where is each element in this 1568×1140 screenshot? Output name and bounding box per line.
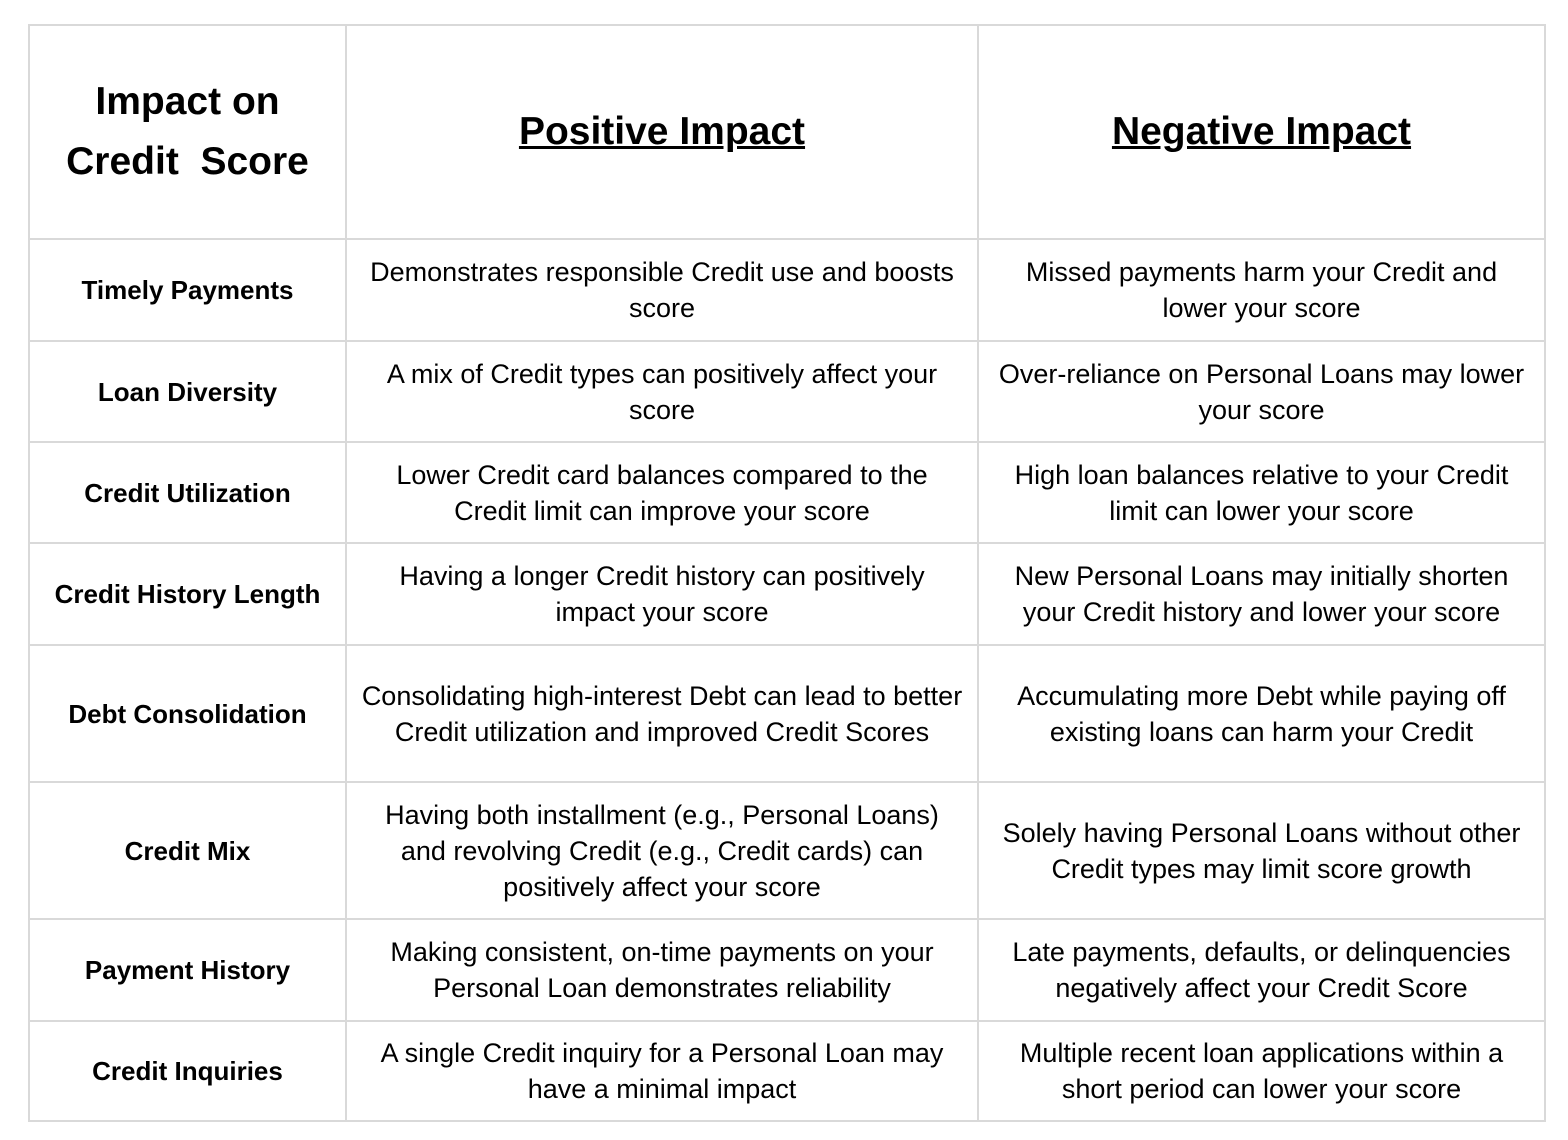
table-row <box>29 645 1545 782</box>
header-impact-line-2: Credit Score <box>66 140 309 183</box>
table-row <box>29 782 1545 919</box>
header-impact-on-credit-score <box>29 25 346 239</box>
factor-cell: Credit Mix <box>29 782 346 919</box>
factor-cell: Debt Consolidation <box>29 645 346 782</box>
factor-cell: Credit History Length <box>29 543 346 645</box>
table-row <box>29 543 1545 645</box>
table-row <box>29 1021 1545 1121</box>
positive-cell: Having a longer Credit history can positively impact your score <box>346 543 978 645</box>
table-row <box>29 341 1545 442</box>
factor-cell: Credit Inquiries <box>29 1021 346 1121</box>
positive-cell: Demonstrates responsible Credit use and boosts score <box>346 239 978 341</box>
credit-impact-table <box>28 24 1546 1122</box>
table-header-row <box>29 25 1545 239</box>
negative-cell: Multiple recent loan applications within a short period can lower your score <box>978 1021 1545 1121</box>
positive-cell: Lower Credit card balances compared to the Credit limit can improve your score <box>346 442 978 543</box>
factor-cell: Credit Utilization <box>29 442 346 543</box>
positive-cell: A single Credit inquiry for a Personal Loan may have a minimal impact <box>346 1021 978 1121</box>
header-impact-line-1: Impact on <box>95 80 280 123</box>
header-negative-impact: Negative Impact <box>978 25 1545 239</box>
negative-cell: Solely having Personal Loans without other Credit types may limit score growth <box>978 782 1545 919</box>
positive-cell: Having both installment (e.g., Personal Loans) and revolving Credit (e.g., Credit cards) can positively affect your score <box>346 782 978 919</box>
negative-cell: Missed payments harm your Credit and lower your score <box>978 239 1545 341</box>
factor-cell: Loan Diversity <box>29 341 346 442</box>
table-row <box>29 239 1545 341</box>
negative-cell: Accumulating more Debt while paying off existing loans can harm your Credit <box>978 645 1545 782</box>
factor-cell: Timely Payments <box>29 239 346 341</box>
factor-cell: Payment History <box>29 919 346 1021</box>
table-row <box>29 919 1545 1021</box>
positive-cell: Making consistent, on-time payments on your Personal Loan demonstrates reliability <box>346 919 978 1021</box>
negative-cell: High loan balances relative to your Credit limit can lower your score <box>978 442 1545 543</box>
positive-cell: Consolidating high-interest Debt can lead to better Credit utilization and improved Credit Scores <box>346 645 978 782</box>
negative-cell: Late payments, defaults, or delinquencies negatively affect your Credit Score <box>978 919 1545 1021</box>
table-row <box>29 442 1545 543</box>
negative-cell: New Personal Loans may initially shorten your Credit history and lower your score <box>978 543 1545 645</box>
negative-cell: Over-reliance on Personal Loans may lower your score <box>978 341 1545 442</box>
header-positive-impact: Positive Impact <box>346 25 978 239</box>
positive-cell: A mix of Credit types can positively affect your score <box>346 341 978 442</box>
